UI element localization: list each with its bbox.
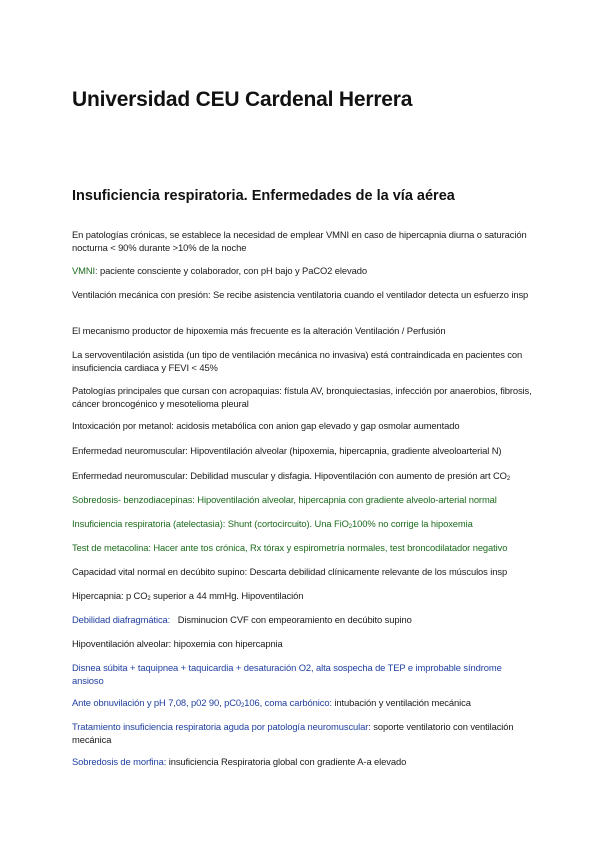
note-neuromuscular-treatment [72,721,532,746]
note-methacholine [72,542,507,555]
note-text: Patologías principales que cursan con acropaquias: fístula AV, bronquiectasias, infección por anaerobios, fibrosis, cáncer broncogénico y mesotelioma pleural [72,385,532,409]
document-title: Universidad CEU Cardenal Herrera [72,88,413,111]
note-text: Enfermedad neuromuscular: Debilidad muscular y disfagia. Hipoventilación con aumento de presión art CO [72,470,507,481]
note-servoventilation [72,349,532,374]
note-morphine [72,756,406,769]
note-text: Enfermedad neuromuscular: Hipoventilación alveolar (hipoxemia, hipercapnia, gradiente alveoloarterial N) [72,445,502,456]
note-label-after: 106, coma carbónico: [244,697,332,708]
note-benzodiazepines [72,494,497,507]
note-alveolar-hypoventilation [72,638,283,651]
note-neuromuscular-2 [72,470,510,486]
note-label: VMNI: [72,265,98,276]
note-text: insuficiencia Respiratoria global con gradiente A-a elevado [166,756,407,767]
note-obnubilation [72,697,471,713]
note-text-after: 100% no corrige la hipoxemia [352,518,473,529]
section-title: Insuficiencia respiratoria. Enfermedades de la vía aérea [72,188,455,204]
note-atelectasis [72,518,473,534]
note-label: Debilidad diafragmática: [72,614,171,625]
note-text: Insuficiencia respiratoria (atelectasia): Shunt (cortocircuito). Una FiO [72,518,349,529]
note-label: Sobredosis de morfina: [72,756,167,767]
note-text: Test de metacolina: Hacer ante tos crónica, Rx tórax y espirometría normales, test broncodilatador negativo [72,542,508,553]
note-vmni [72,265,367,278]
note-text-after: superior a 44 mmHg. Hipoventilación [150,590,304,601]
note-text: Capacidad vital normal en decúbito supino: Descarta debilidad clínicamente relevante de los músculos insp [72,566,508,577]
note-text: intubación y ventilación mecánica [331,697,471,708]
note-label: Tratamiento insuficiencia respiratoria aguda por patología neuromuscular: [72,721,371,732]
note-pressure-ventilation [72,289,528,302]
note-text: paciente consciente y colaborador, con pH bajo y PaCO2 elevado [97,265,367,276]
note-text: La servoventilación asistida (un tipo de ventilación mecánica no invasiva) está contraindicada en pacientes con insuficiencia cardiaca y FEVI < 45% [72,349,523,373]
subscript: 2 [506,476,511,482]
note-label: Ante obnuvilación y pH 7,08, p02 90, pC0 [72,697,242,708]
note-sudden-dyspnea [72,662,532,687]
note-text: Sobredosis- benzodiacepinas: Hipoventilación alveolar, hipercapnia con gradiente alveolo-arterial normal [72,494,497,505]
note-text: En patologías crónicas, se establece la necesidad de emplear VMNI en caso de hipercapnia diurna o saturación nocturna < 90% durante >10% de la noche [72,229,527,253]
note-text: Hipoventilación alveolar: hipoxemia con hipercapnia [72,638,283,649]
subscript: 2 [241,703,245,709]
note-methanol [72,420,460,433]
note-text: soporte ventilatorio con ventilación mecánica [72,721,514,745]
note-text: Disminucion CVF con empeoramiento en decúbito supino [170,614,412,625]
note-acropaquias [72,385,532,410]
note-text: El mecanismo productor de hipoxemia más frecuente es la alteración Ventilación / Perfusión [72,325,446,336]
note-text: Disnea súbita + taquipnea + taquicardia + desaturación O2, alta sospecha de TEP e improbable síndrome ansioso [72,662,502,686]
note-text: Ventilación mecánica con presión: Se recibe asistencia ventilatoria cuando el ventilador detecta un esfuerzo insp [72,289,529,300]
note-vital-capacity [72,566,507,579]
subscript: 2 [348,524,353,530]
note-hypoxemia-mechanism [72,325,446,338]
subscript: 2 [147,596,151,602]
note-neuromuscular-1 [72,445,501,458]
note-vmni-chronic [72,229,532,254]
note-hypercapnia [72,590,303,606]
note-text: Intoxicación por metanol: acidosis metabólica con anion gap elevado y gap osmolar aumentado [72,420,460,431]
note-diaphragm [72,614,412,627]
note-text: Hipercapnia: p CO [72,590,148,601]
